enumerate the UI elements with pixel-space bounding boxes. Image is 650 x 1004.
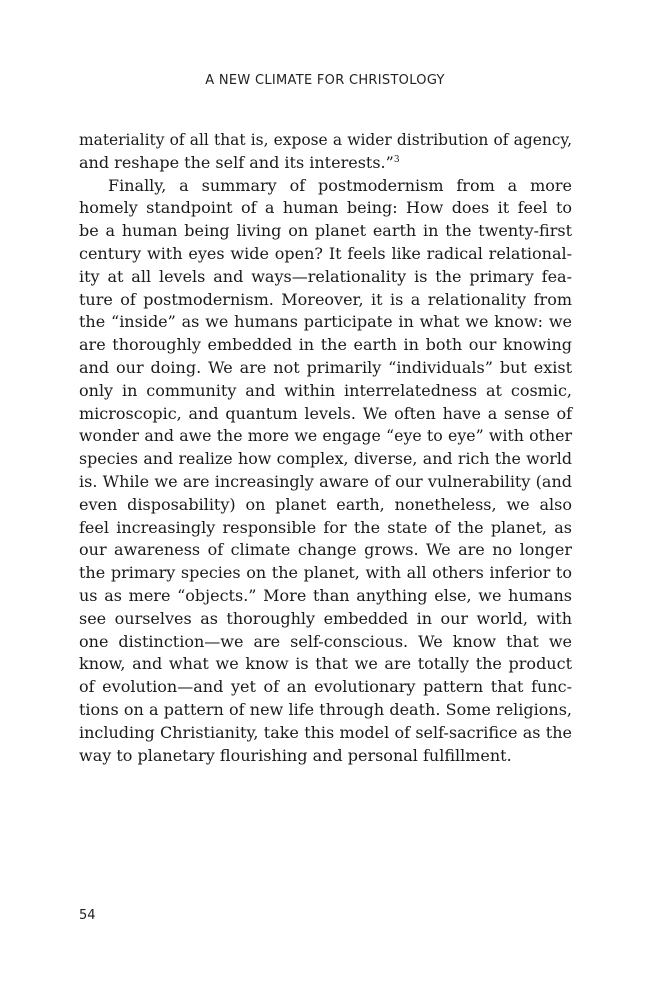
text-line: species and realize how complex, diverse, and rich the world <box>79 449 572 469</box>
text-line: one distinction—we are self-conscious. We know that we <box>79 631 572 651</box>
text-line: know, and what we know is that we are totally the product <box>79 654 572 674</box>
text-line: the “inside” as we humans participate in what we know: we <box>79 312 572 332</box>
text-line: see ourselves as thoroughly embedded in our world, with <box>79 608 572 628</box>
text-line: of evolution—and yet of an evolutionary pattern that func- <box>79 677 572 697</box>
text-line: way to planetary flourishing and personal fulfillment. <box>79 745 512 765</box>
running-head: A NEW CLIMATE FOR CHRISTOLOGY <box>205 73 445 88</box>
text-line: ity at all levels and ways—relationality is the primary fea- <box>79 266 572 286</box>
text-line-content: and reshape the self and its interests.” <box>79 152 394 172</box>
text-line: tions on a pattern of new life through death. Some religions, <box>79 699 572 719</box>
text-line: even disposability) on planet earth, nonetheless, we also <box>79 494 572 514</box>
text-line: the primary species on the planet, with all others inferior to <box>79 563 572 583</box>
page-number: 54 <box>79 908 96 923</box>
text-line: our awareness of climate change grows. We are no longer <box>79 540 572 560</box>
text-line-with-footnote <box>79 152 572 175</box>
footnote-reference: 3 <box>393 154 400 165</box>
text-line: only in community and within interrelatedness at cosmic, <box>79 380 572 400</box>
text-line: microscopic, and quantum levels. We often have a sense of <box>79 403 572 423</box>
text-line: materiality of all that is, expose a wider distribution of agency, <box>79 131 572 149</box>
text-line: ture of postmodernism. Moreover, it is a relationality from <box>79 289 572 309</box>
text-line: feel increasingly responsible for the state of the planet, as <box>79 517 572 537</box>
text-line: be a human being living on planet earth in the twenty-first <box>79 221 572 241</box>
text-line: Finally, a summary of postmodernism from a more <box>108 175 572 195</box>
body-text <box>79 129 572 767</box>
text-line: is. While we are increasingly aware of our vulnerability (and <box>79 471 572 491</box>
text-line: homely standpoint of a human being: How does it feel to <box>79 198 572 218</box>
text-line: and our doing. We are not primarily “individuals” but exist <box>79 357 572 377</box>
text-line: wonder and awe the more we engage “eye to eye” with other <box>79 426 572 446</box>
text-line: us as mere “objects.” More than anything else, we humans <box>79 585 572 605</box>
text-line: including Christianity, take this model of self-sacrifice as the <box>79 722 572 742</box>
text-line: century with eyes wide open? It feels like radical relational- <box>79 243 572 263</box>
text-line: are thoroughly embedded in the earth in both our knowing <box>79 335 572 355</box>
